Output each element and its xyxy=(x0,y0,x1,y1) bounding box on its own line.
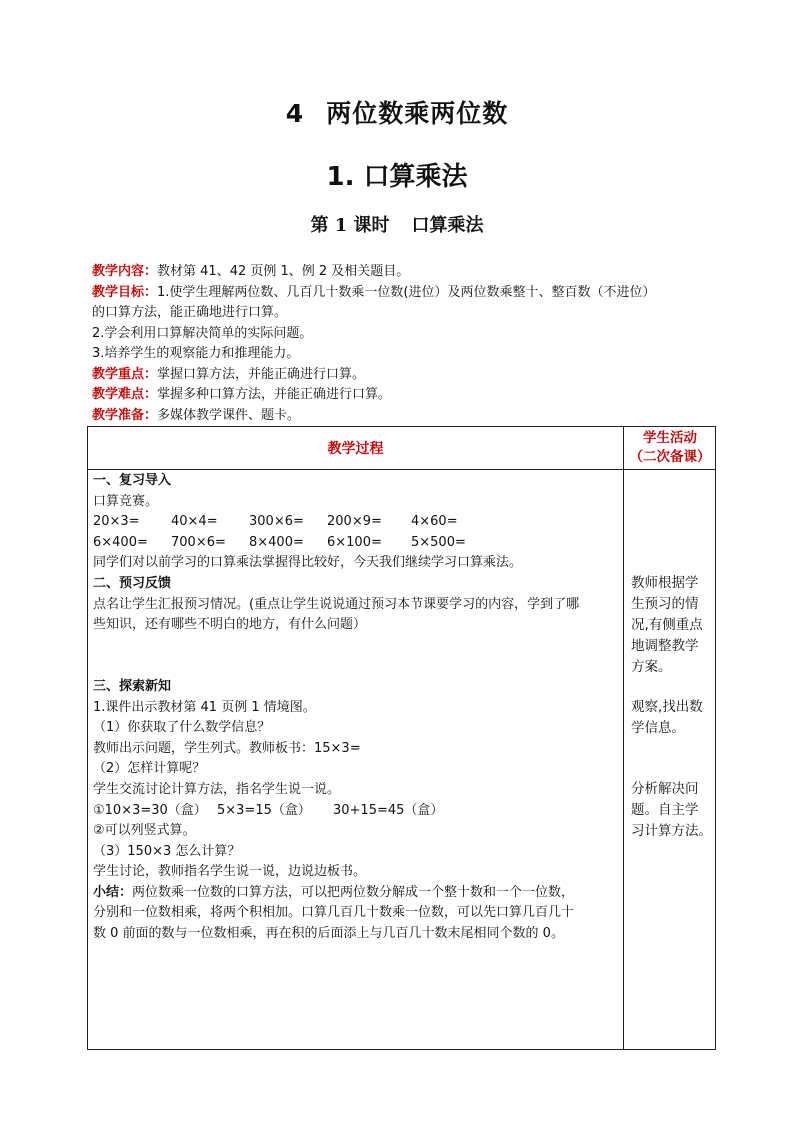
prep-text: 多媒体教学课件、题卡。 xyxy=(157,407,301,423)
unit-title xyxy=(0,94,794,130)
blank-line xyxy=(93,636,621,657)
calc-item: 8×400= xyxy=(249,534,304,550)
column-divider xyxy=(623,427,624,1049)
calc-row-2 xyxy=(93,533,621,554)
section-preview-title: 二、预习反馈 xyxy=(93,575,172,591)
calc-item: 200×9= xyxy=(327,514,382,530)
content-text: 教材第 41、42 页例 1、例 2 及相关题目。 xyxy=(157,264,410,279)
calc-row-1 xyxy=(93,512,621,533)
unit-number: 4 xyxy=(285,99,305,128)
activity-header xyxy=(624,429,716,467)
explore-line-9: 学生讨论，教师指名学生说一说，边说边板书。 xyxy=(93,864,367,880)
key-row xyxy=(92,365,722,386)
prep-label: 教学准备： xyxy=(92,407,158,423)
blank-line xyxy=(93,656,621,677)
unit-title-text: 两位数乘两位数 xyxy=(326,99,509,128)
calc-item: 40×4= xyxy=(171,514,218,530)
explore-line-1: 1.课件出示教材第 41 页例 1 情境图。 xyxy=(93,699,316,715)
summary-label: 小结： xyxy=(93,884,133,900)
activity-note-line: 教师根据学 xyxy=(631,575,699,591)
activity-header-line1: 学生活动 xyxy=(643,430,697,446)
method-c: 30+15=45（盒） xyxy=(333,802,444,818)
key-label: 教学重点： xyxy=(92,366,158,382)
lesson-title xyxy=(0,211,794,237)
lesson-title-text: 口算乘法 xyxy=(411,215,484,236)
method-b: 5×3=15（盒） xyxy=(217,802,311,818)
explore-line-8: （3）150×3 怎么计算？ xyxy=(93,843,241,859)
lesson-table xyxy=(87,426,716,1050)
calc-item: 300×6= xyxy=(249,514,304,530)
header-divider xyxy=(88,469,715,470)
summary-line-1 xyxy=(93,883,621,904)
activity-note-line: 况,有侧重点 xyxy=(631,617,703,633)
goal-3: 3.培养学生的观察能力和推理能力。 xyxy=(92,346,300,361)
activity-note-line: 方案。 xyxy=(631,659,672,675)
explore-line-3: 教师出示问题，学生列式。教师板书：15×3= xyxy=(93,740,361,756)
explore-line-6 xyxy=(93,801,621,822)
activity-note-line: 习计算方法。 xyxy=(631,823,712,839)
calc-item: 20×3= xyxy=(93,514,140,530)
activity-note-1 xyxy=(631,573,713,678)
content-row xyxy=(92,262,722,283)
activity-note-2 xyxy=(631,697,713,739)
preview-line-1: 点名让学生汇报预习情况。(重点让学生说说通过预习本节课要学习的内容，学到了哪 xyxy=(93,596,580,612)
goal-label: 教学目标： xyxy=(92,284,158,300)
explore-line-2: （1）你获取了什么数学信息？ xyxy=(93,720,271,736)
review-line-1: 口算竞赛。 xyxy=(93,493,159,509)
activity-note-line: 学信息。 xyxy=(631,720,685,736)
activity-note-line: 生预习的情 xyxy=(631,596,699,612)
summary-line-3: 数 0 前面的数与一位数相乘，再在积的后面添上与几百几十数末尾相同个数的 0。 xyxy=(93,926,564,942)
goal-row xyxy=(92,283,722,304)
goal-2: 2.学会利用口算解决简单的实际问题。 xyxy=(92,325,313,341)
difficulty-text: 掌握多种口算方法，并能正确进行口算。 xyxy=(157,387,392,402)
activity-note-3 xyxy=(631,779,713,842)
content-label: 教学内容： xyxy=(92,264,158,279)
activity-note-line: 地调整教学 xyxy=(631,638,699,654)
activity-note-line: 观察,找出数 xyxy=(631,699,703,715)
calc-item: 4×60= xyxy=(411,514,458,530)
goal-1b: 的口算方法，能正确地进行口算。 xyxy=(92,305,288,320)
lesson-info xyxy=(92,262,722,426)
summary-line-2: 分别和一位数相乘，将两个积相加。口算几百几十数乘一位数，可以先口算几百几十 xyxy=(93,905,575,921)
section-title: 1. 口算乘法 xyxy=(326,162,468,192)
calc-item: 700×6= xyxy=(171,534,226,550)
process-column xyxy=(93,471,621,945)
activity-header-line2: （二次备课） xyxy=(629,449,711,465)
method-a: ①10×3=30（盒） xyxy=(93,802,207,818)
lesson-number: 第 1 课时 xyxy=(310,215,390,236)
goal-1a: 1.使学生理解两位数、几百几十数乘一位数(进位）及两位数乘整十、整百数（不进位） xyxy=(157,284,656,300)
summary-text-1: 两位数乘一位数的口算方法，可以把两位数分解成一个整十数和一个一位数， xyxy=(132,884,575,900)
calc-item: 5×500= xyxy=(411,534,466,550)
activity-note-line: 分析解决问 xyxy=(631,781,699,797)
explore-line-4: （2）怎样计算呢？ xyxy=(93,761,206,777)
preview-line-2: 些知识，还有哪些不明白的地方，有什么问题） xyxy=(93,617,367,633)
explore-line-7: ②可以列竖式算。 xyxy=(93,823,196,839)
prep-row xyxy=(92,406,722,427)
difficulty-label: 教学难点： xyxy=(92,387,158,402)
calc-item: 6×400= xyxy=(93,534,148,550)
difficulty-row xyxy=(92,385,722,406)
calc-item: 6×100= xyxy=(327,534,382,550)
review-line-2: 同学们对以前学习的口算乘法掌握得比较好，今天我们继续学习口算乘法。 xyxy=(93,555,523,571)
section-explore-title: 三、探索新知 xyxy=(93,678,172,694)
section-review-title: 一、复习导入 xyxy=(93,473,172,488)
activity-note-line: 题。自主学 xyxy=(631,802,699,818)
process-header: 教学过程 xyxy=(327,441,384,457)
key-text: 掌握口算方法，并能正确进行口算。 xyxy=(157,366,366,382)
explore-line-5: 学生交流讨论计算方法，指名学生说一说。 xyxy=(93,781,341,797)
